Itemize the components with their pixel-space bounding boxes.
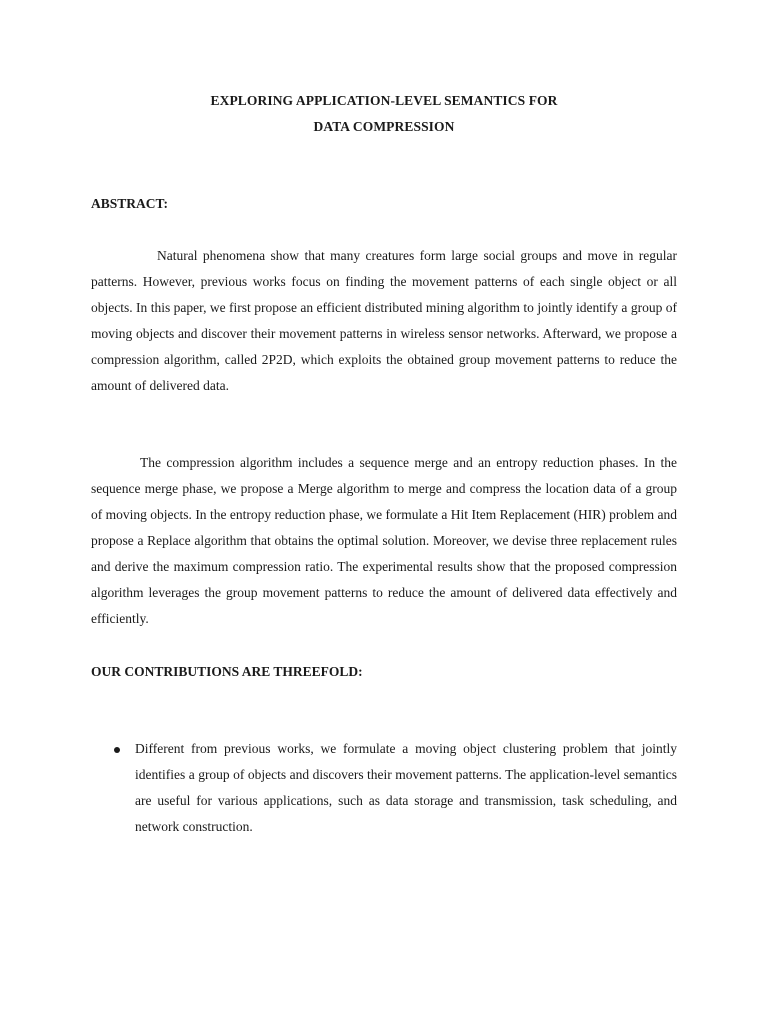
document-title-line-1: EXPLORING APPLICATION-LEVEL SEMANTICS FOR bbox=[210, 93, 558, 108]
abstract-paragraph-2: The compression algorithm includes a sequence merge and an entropy reduction phases. In the sequence merge phase, we propose a Merge algorithm to merge and compress the location data of a group of moving objects. In the entropy reduction phase, we formulate a Hit Item Replacement (HIR) problem and propose a Replace algorithm that obtains the optimal solution. Moreover, we devise three replacement rules and derive the maximum compression ratio. The experimental results show that the proposed compression algorithm leverages the group movement patterns to reduce the amount of delivered data effectively and efficiently. bbox=[91, 455, 677, 626]
contributions-heading: OUR CONTRIBUTIONS ARE THREEFOLD: bbox=[91, 664, 363, 679]
bullet-icon bbox=[114, 747, 120, 753]
document-title-line-2: DATA COMPRESSION bbox=[313, 119, 455, 134]
abstract-paragraph-1: Natural phenomena show that many creatures form large social groups and move in regular patterns. However, previous works focus on finding the movement patterns of each single object or all objects. In this paper, we first propose an efficient distributed mining algorithm to jointly identify a group of moving objects and discover their movement patterns in wireless sensor networks. Afterward, we propose a compression algorithm, called 2P2D, which exploits the obtained group movement patterns to reduce the amount of delivered data. bbox=[91, 248, 677, 393]
contribution-text: Different from previous works, we formulate a moving object clustering problem that jointly identifies a group of objects and discovers their movement patterns. The application-level semantics are useful for various applications, such as data storage and transmission, task scheduling, and network construction. bbox=[135, 741, 677, 834]
abstract-heading: ABSTRACT: bbox=[91, 196, 169, 211]
